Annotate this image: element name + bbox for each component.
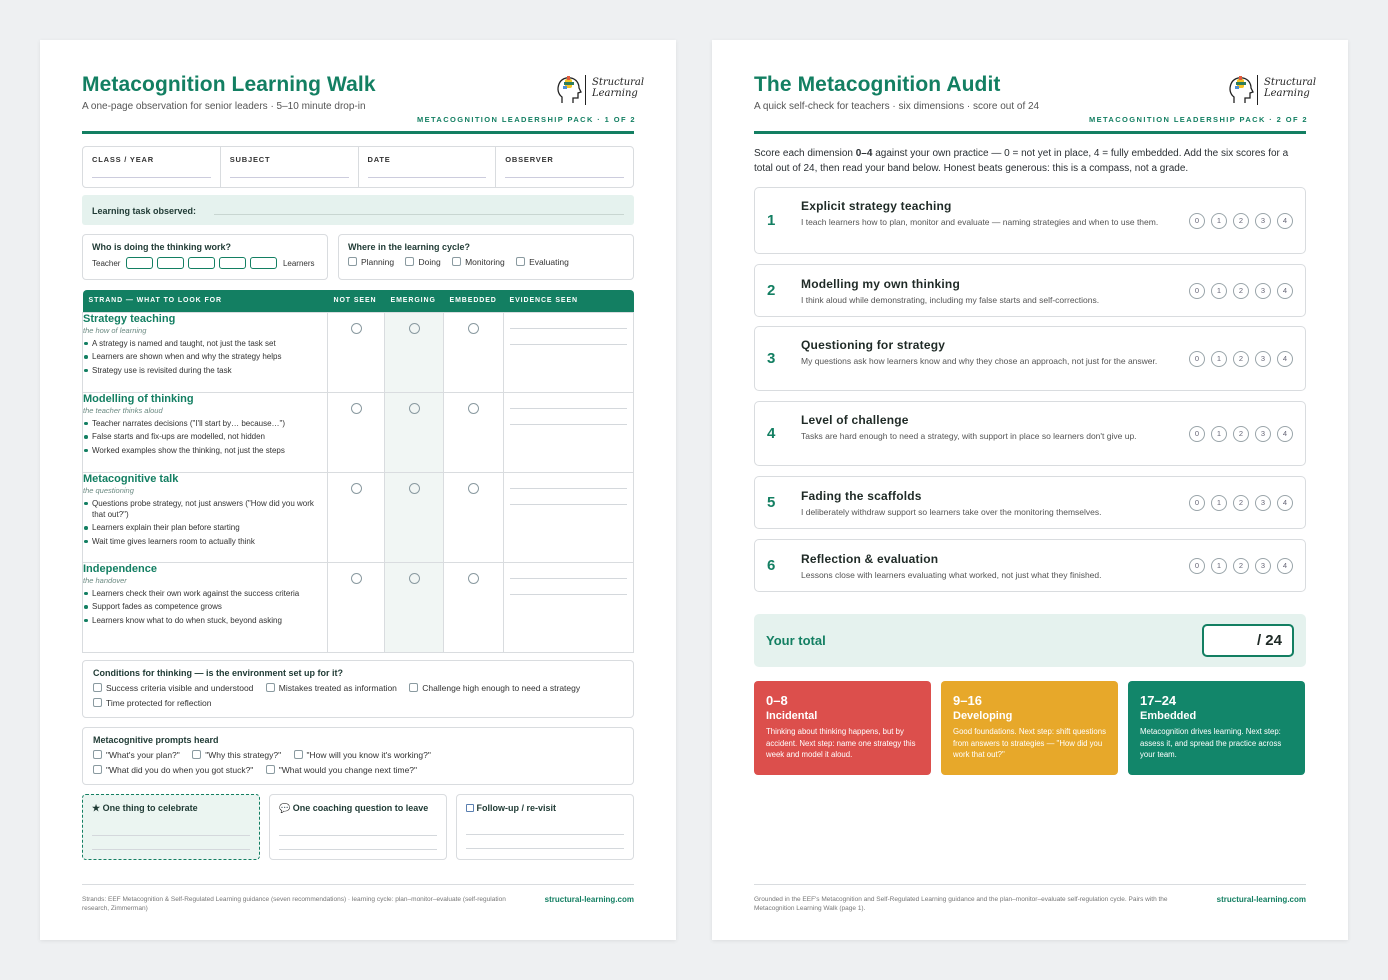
- dimension-title: Reflection & evaluation: [801, 552, 939, 566]
- score-option-1[interactable]: 1: [1211, 213, 1227, 229]
- col-embedded: EMBEDDED: [444, 290, 504, 312]
- scale-box-1[interactable]: [126, 257, 153, 269]
- dimension-row: [754, 539, 1306, 592]
- condition-option[interactable]: Time protected for reflection: [93, 698, 212, 708]
- score-option-4[interactable]: 4: [1277, 283, 1293, 299]
- footer-note: Strands: EEF Metacognition & Self-Regulated Learning guidance (seven recommendations) · learning cycle: plan–monitor–evaluate (self-regulation research, Zimmerman): [82, 896, 506, 912]
- not-seen-radio[interactable]: [351, 483, 362, 494]
- observation-table: [82, 290, 634, 653]
- emerging-cell: [385, 392, 444, 472]
- list-item: Worked examples show the thinking, not just the steps: [83, 445, 327, 456]
- strand-name: Modelling of thinking: [83, 392, 194, 405]
- col-emerging: EMERGING: [385, 290, 444, 312]
- footer-link[interactable]: structural-learning.com: [544, 895, 634, 904]
- score-option-1[interactable]: 1: [1211, 426, 1227, 442]
- dimension-description: Tasks are hard enough to need a strategy, with support in place so learners don't give up.: [801, 431, 1137, 441]
- score-option-0[interactable]: 0: [1189, 213, 1205, 229]
- learning-cycle-panel: [338, 234, 634, 280]
- evidence-field[interactable]: [504, 562, 634, 652]
- col-evidence: EVIDENCE SEEN: [504, 290, 634, 312]
- score-option-0[interactable]: 0: [1189, 283, 1205, 299]
- class-year-field[interactable]: CLASS / YEAR: [83, 147, 221, 187]
- checkbox[interactable]: [93, 765, 102, 774]
- strand-name: Independence: [83, 562, 157, 575]
- header-rule: [82, 131, 634, 134]
- condition-option[interactable]: Mistakes treated as information: [266, 683, 397, 693]
- checkbox[interactable]: [93, 698, 102, 707]
- cycle-doing[interactable]: Doing: [405, 257, 440, 267]
- dimension-title: Modelling my own thinking: [801, 277, 960, 291]
- cycle-evaluating[interactable]: Evaluating: [516, 257, 569, 267]
- score-option-4[interactable]: 4: [1277, 495, 1293, 511]
- dimension-title: Level of challenge: [801, 413, 909, 427]
- score-option-2[interactable]: 2: [1233, 213, 1249, 229]
- strand-subtitle: the handover: [83, 575, 127, 585]
- strand-cell: [83, 312, 328, 392]
- band-name: Incidental: [766, 710, 818, 722]
- band-range: 0–8: [766, 693, 788, 708]
- follow-up-title: Follow-up / re-visit: [476, 803, 557, 813]
- dimension-row: [754, 187, 1306, 254]
- embedded-radio[interactable]: [468, 403, 479, 414]
- col-not-seen: NOT SEEN: [328, 290, 385, 312]
- score-option-3[interactable]: 3: [1255, 213, 1271, 229]
- strand-subtitle: the teacher thinks aloud: [83, 405, 163, 415]
- col-strand: STRAND — WHAT TO LOOK FOR: [83, 290, 328, 312]
- list-item: A strategy is named and taught, not just the task set: [83, 338, 327, 349]
- strand-name: Metacognitive talk: [83, 472, 179, 485]
- score-option-0[interactable]: 0: [1189, 426, 1205, 442]
- dimension-number: 1: [767, 211, 776, 229]
- page-title: Metacognition Learning Walk: [82, 73, 376, 96]
- checkbox[interactable]: [409, 683, 418, 692]
- list-item: Learners explain their plan before starting: [83, 522, 327, 533]
- embedded-radio[interactable]: [468, 323, 479, 334]
- embedded-cell: [444, 392, 504, 472]
- list-item: Questions probe strategy, not just answers ("How did you work that out?"): [83, 498, 327, 520]
- not-seen-radio[interactable]: [351, 403, 362, 414]
- embedded-radio[interactable]: [468, 573, 479, 584]
- score-option-2[interactable]: 2: [1233, 351, 1249, 367]
- conditions-panel: [82, 660, 634, 718]
- page-subtitle: A quick self-check for teachers · six dimensions · score out of 24: [754, 101, 1040, 112]
- list-item: Teacher narrates decisions ("I'll start by… because…"): [83, 418, 327, 429]
- score-option-0[interactable]: 0: [1189, 558, 1205, 574]
- page-subtitle: A one-page observation for senior leaders · 5–10 minute drop-in: [82, 101, 366, 112]
- score-option-2[interactable]: 2: [1233, 495, 1249, 511]
- band-range: 9–16: [953, 693, 982, 708]
- checkbox[interactable]: [266, 683, 275, 692]
- score-option-3[interactable]: 3: [1255, 351, 1271, 367]
- thinking-work-panel: [82, 234, 328, 280]
- score-options: [1189, 351, 1293, 367]
- total-label: Your total: [766, 633, 826, 648]
- score-option-1[interactable]: 1: [1211, 495, 1227, 511]
- checkbox[interactable]: [405, 257, 414, 266]
- emerging-radio[interactable]: [409, 483, 420, 494]
- writing-line: [214, 214, 624, 215]
- evidence-field[interactable]: [504, 472, 634, 562]
- score-option-2[interactable]: 2: [1233, 426, 1249, 442]
- checkbox[interactable]: [192, 750, 201, 759]
- header-rule: [754, 131, 1306, 134]
- dimension-number: 3: [767, 349, 776, 367]
- score-option-3[interactable]: 3: [1255, 558, 1271, 574]
- strand-subtitle: the how of learning: [83, 325, 147, 335]
- list-item: False starts and fix-ups are modelled, not hidden: [83, 431, 327, 442]
- prompt-option[interactable]: "What did you do when you got stuck?": [93, 765, 253, 775]
- list-item: Learners are shown when and why the strategy helps: [83, 351, 327, 362]
- strand-cell: [83, 392, 328, 472]
- dimension-row: [754, 476, 1306, 529]
- condition-option[interactable]: Success criteria visible and understood: [93, 683, 253, 693]
- table-row: [83, 392, 634, 472]
- dimension-number: 2: [767, 281, 776, 299]
- dimension-title: Explicit strategy teaching: [801, 199, 952, 213]
- total-score-field[interactable]: / 24: [1202, 624, 1294, 657]
- band-card-embedded: [1128, 681, 1305, 775]
- list-item: Wait time gives learners room to actually think: [83, 536, 327, 547]
- dimension-row: [754, 401, 1306, 466]
- logo-divider: [585, 75, 586, 105]
- emerging-radio[interactable]: [409, 323, 420, 334]
- footer-link[interactable]: structural-learning.com: [1216, 895, 1306, 904]
- footer-note: Grounded in the EEF's Metacognition and Self-Regulated Learning guidance and the plan–monitor–evaluate self-regulation cycle. Pairs with the Metacognition Learning Walk (page 1).: [754, 896, 1168, 912]
- list-item: Learners check their own work against the success criteria: [83, 588, 327, 599]
- dimension-title: Fading the scaffolds: [801, 489, 922, 503]
- score-option-4[interactable]: 4: [1277, 213, 1293, 229]
- band-card-incidental: [754, 681, 931, 775]
- band-card-developing: [941, 681, 1118, 775]
- checkbox[interactable]: [266, 765, 275, 774]
- observation-details: [82, 146, 634, 188]
- head-lightbulb-icon: [1228, 73, 1254, 107]
- learning-task-label: Learning task observed:: [92, 206, 197, 216]
- embedded-cell: [444, 312, 504, 392]
- score-option-0[interactable]: 0: [1189, 351, 1205, 367]
- audit-page: [712, 40, 1348, 940]
- prompts-panel: [82, 727, 634, 785]
- prompt-option[interactable]: "What's your plan?": [93, 750, 180, 760]
- not-seen-radio[interactable]: [351, 573, 362, 584]
- checkbox[interactable]: [516, 257, 525, 266]
- score-option-1[interactable]: 1: [1211, 283, 1227, 299]
- learning-walk-page: [40, 40, 676, 940]
- checkbox[interactable]: [93, 683, 102, 692]
- dimension-description: Lessons close with learners evaluating what worked, not just what they finished.: [801, 570, 1102, 580]
- cycle-monitoring[interactable]: Monitoring: [452, 257, 505, 267]
- prompt-option[interactable]: "Why this strategy?": [192, 750, 281, 760]
- score-option-1[interactable]: 1: [1211, 351, 1227, 367]
- logo-wordmark: Structural Learning: [1264, 77, 1317, 99]
- prompt-option[interactable]: "What would you change next time?": [266, 765, 417, 775]
- table-row: [83, 562, 634, 652]
- score-options: [1189, 426, 1293, 442]
- calendar-icon: [466, 804, 474, 812]
- emerging-radio[interactable]: [409, 573, 420, 584]
- score-option-3[interactable]: 3: [1255, 283, 1271, 299]
- thinking-work-title: Who is doing the thinking work?: [92, 242, 231, 252]
- score-option-4[interactable]: 4: [1277, 426, 1293, 442]
- dimension-row: [754, 264, 1306, 317]
- score-option-2[interactable]: 2: [1233, 558, 1249, 574]
- score-options: [1189, 558, 1293, 574]
- score-options: [1189, 213, 1293, 229]
- not-seen-cell: [328, 312, 385, 392]
- structural-learning-logo: [556, 73, 645, 107]
- subject-field[interactable]: SUBJECT: [221, 147, 359, 187]
- prompt-option[interactable]: "How will you know it's working?": [294, 750, 431, 760]
- band-name: Embedded: [1140, 710, 1197, 722]
- evidence-field[interactable]: [504, 392, 634, 472]
- not-seen-radio[interactable]: [351, 323, 362, 334]
- pack-label: METACOGNITION LEADERSHIP PACK · 2 OF 2: [1088, 115, 1308, 124]
- celebrate-box[interactable]: [82, 794, 260, 860]
- checkbox[interactable]: [93, 750, 102, 759]
- condition-option[interactable]: Challenge high enough to need a strategy: [409, 683, 580, 693]
- learning-task-field[interactable]: [82, 195, 634, 225]
- dimension-description: I think aloud while demonstrating, including my false starts and self-corrections.: [801, 295, 1100, 305]
- dimension-row: [754, 326, 1306, 391]
- score-option-1[interactable]: 1: [1211, 558, 1227, 574]
- cycle-planning[interactable]: Planning: [348, 257, 394, 267]
- evidence-field[interactable]: [504, 312, 634, 392]
- band-description: Good foundations. Next step: shift questions from answers to strategies — "How did you work that out?": [953, 727, 1106, 759]
- list-item: Support fades as competence grows: [83, 601, 327, 612]
- embedded-cell: [444, 562, 504, 652]
- dimension-number: 4: [767, 424, 776, 442]
- dimension-description: I teach learners how to plan, monitor and evaluate — naming strategies and when to use them.: [801, 217, 1159, 227]
- footer-rule: [82, 884, 634, 885]
- score-option-3[interactable]: 3: [1255, 495, 1271, 511]
- not-seen-cell: [328, 562, 385, 652]
- follow-up-box[interactable]: [456, 794, 634, 860]
- coaching-title: One coaching question to leave: [292, 803, 429, 813]
- emerging-cell: [385, 312, 444, 392]
- embedded-cell: [444, 472, 504, 562]
- strand-cell: [83, 472, 328, 562]
- table-row: [83, 312, 634, 392]
- date-field[interactable]: DATE: [359, 147, 497, 187]
- dimension-description: My questions ask how learners know and why they chose an approach, not just for the answer.: [801, 356, 1158, 366]
- strand-subtitle: the questioning: [83, 485, 134, 495]
- emerging-cell: [385, 562, 444, 652]
- prompts-title: Metacognitive prompts heard: [93, 735, 219, 745]
- strand-cell: [83, 562, 328, 652]
- emerging-radio[interactable]: [409, 403, 420, 414]
- footer-rule: [754, 884, 1306, 885]
- celebrate-title: ★ One thing to celebrate: [92, 803, 198, 813]
- teacher-label: Teacher: [92, 259, 121, 268]
- not-seen-cell: [328, 392, 385, 472]
- checkbox[interactable]: [294, 750, 303, 759]
- score-option-0[interactable]: 0: [1189, 495, 1205, 511]
- score-options: [1189, 495, 1293, 511]
- emerging-cell: [385, 472, 444, 562]
- score-options: [1189, 283, 1293, 299]
- list-item: Learners know what to do when stuck, beyond asking: [83, 615, 327, 626]
- learners-label: Learners: [282, 259, 315, 268]
- logo-wordmark: Structural Learning: [592, 77, 645, 99]
- scale-box-4[interactable]: [219, 257, 246, 269]
- embedded-radio[interactable]: [468, 483, 479, 494]
- page-title: The Metacognition Audit: [754, 73, 1001, 96]
- conditions-title: Conditions for thinking — is the environment set up for it?: [93, 668, 343, 678]
- dimension-description: I deliberately withdraw support so learners take over the monitoring themselves.: [801, 507, 1102, 517]
- total-panel: [754, 614, 1306, 667]
- strand-name: Strategy teaching: [83, 312, 176, 325]
- coaching-question-box[interactable]: [269, 794, 447, 860]
- band-name: Developing: [953, 710, 1013, 722]
- not-seen-cell: [328, 472, 385, 562]
- score-option-4[interactable]: 4: [1277, 558, 1293, 574]
- band-range: 17–24: [1140, 693, 1177, 708]
- head-lightbulb-icon: [556, 73, 582, 107]
- band-description: Metacognition drives learning. Next step: assess it, and spread the practice across your team.: [1140, 727, 1282, 759]
- scale-box-5[interactable]: [250, 257, 277, 269]
- logo-divider: [1257, 75, 1258, 105]
- instructions: Score each dimension 0–4 against your own practice — 0 = not yet in place, 4 = fully embedded. Add the six scores for a total out of 24, then read your band below. Honest beats generous: this is a compass, not a grade.: [754, 148, 1289, 174]
- band-description: Thinking about thinking happens, but by accident. Next step: name one strategy this week and model it aloud.: [766, 727, 916, 759]
- dimension-title: Questioning for strategy: [801, 338, 946, 352]
- checkbox[interactable]: [348, 257, 357, 266]
- table-row: [83, 472, 634, 562]
- dimension-number: 5: [767, 493, 776, 511]
- pack-label: METACOGNITION LEADERSHIP PACK · 1 OF 2: [416, 115, 636, 124]
- checkbox[interactable]: [452, 257, 461, 266]
- speech-bubble-icon: 💬: [279, 803, 291, 813]
- score-option-4[interactable]: 4: [1277, 351, 1293, 367]
- dimension-number: 6: [767, 556, 776, 574]
- learning-cycle-title: Where in the learning cycle?: [348, 242, 471, 252]
- list-item: Strategy use is revisited during the task: [83, 365, 327, 376]
- scale-box-2[interactable]: [157, 257, 184, 269]
- scale-box-3[interactable]: [188, 257, 215, 269]
- structural-learning-logo: [1228, 73, 1317, 107]
- score-option-3[interactable]: 3: [1255, 426, 1271, 442]
- score-option-2[interactable]: 2: [1233, 283, 1249, 299]
- observer-field[interactable]: OBSERVER: [496, 147, 633, 187]
